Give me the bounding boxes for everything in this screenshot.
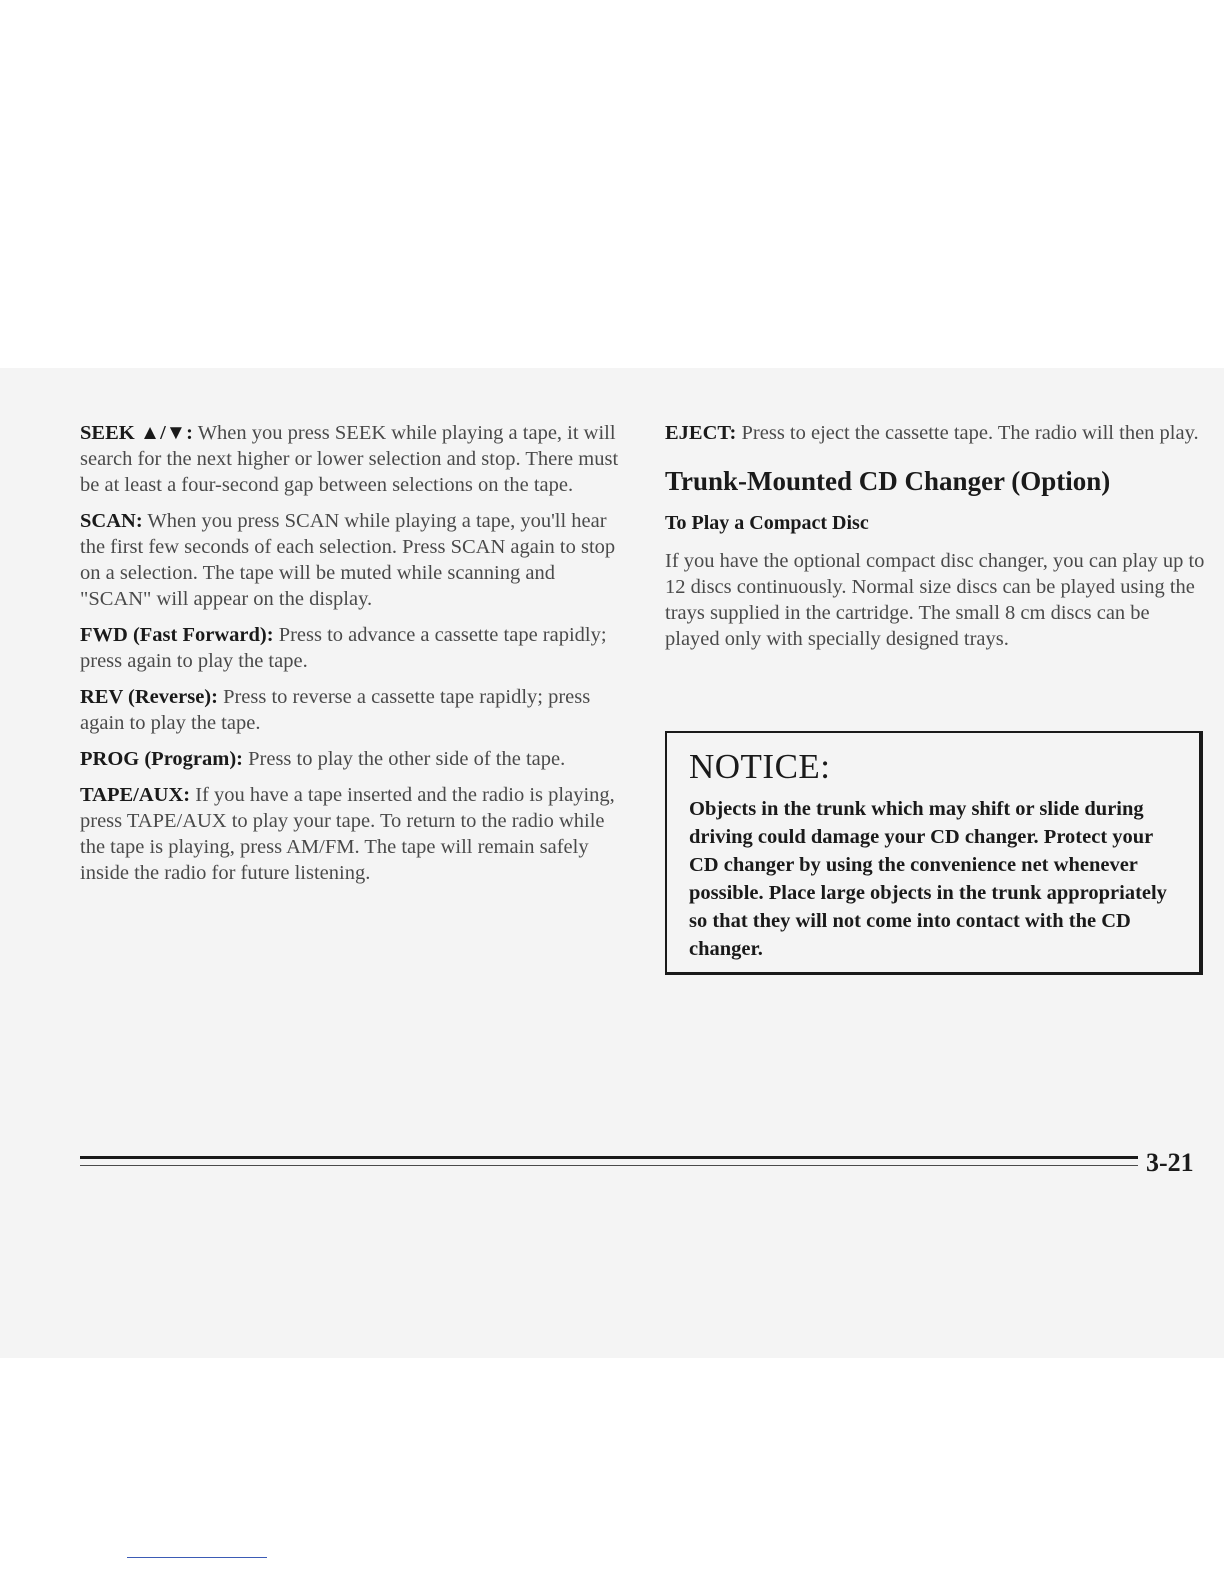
notice-title: NOTICE:: [689, 747, 831, 786]
tape-aux-term: TAPE/AUX:: [80, 784, 191, 806]
prog-term: PROG (Program):: [80, 748, 243, 770]
scan-description: [80, 508, 628, 612]
left-column: [80, 420, 628, 896]
fwd-text: Press to advance a cassette tape rapidly; press again to play the tape.: [80, 624, 607, 672]
bottom-underline-divider: [127, 1557, 267, 1558]
scan-term: SCAN:: [80, 510, 143, 532]
rev-description: [80, 684, 628, 736]
prog-description: [80, 746, 628, 772]
scan-text: When you press SCAN while playing a tape, you'll hear the first few seconds of each selection. Press SCAN again to stop on a selection. The tape will be muted while scanning and "SCAN" will appear on the display.: [80, 510, 616, 610]
fwd-term: FWD (Fast Forward):: [80, 624, 274, 646]
rev-term: REV (Reverse):: [80, 686, 218, 708]
seek-text: When you press SEEK while playing a tape, it will search for the next higher or lower selection and stop. There must be at least a four-second gap between selections on the tape.: [80, 422, 619, 496]
eject-text: Press to eject the cassette tape. The radio will then play.: [741, 422, 1199, 444]
footer-rule: [80, 1156, 1138, 1159]
page-number: 3-21: [1146, 1148, 1194, 1177]
seek-term: SEEK ▲/▼:: [80, 422, 193, 444]
prog-text: Press to play the other side of the tape.: [248, 748, 566, 770]
footer-rule-thin: [80, 1165, 1138, 1166]
notice-body: Objects in the trunk which may shift or slide during driving could damage your CD changer. Protect your CD changer by using the convenience net whenever possible. Place large objects in the trunk appropriately so that they will not come into contact with the CD changer.: [689, 798, 1167, 960]
seek-description: [80, 420, 628, 498]
notice-box: [665, 731, 1203, 975]
rev-text: Press to reverse a cassette tape rapidly; press again to play the tape.: [80, 686, 591, 734]
cd-changer-body: If you have the optional compact disc changer, you can play up to 12 discs continuously. Normal size discs can be played using the trays supplied in the cartridge. The small 8 cm discs can be played only with specially designed trays.: [665, 550, 1205, 650]
cd-changer-heading: Trunk-Mounted CD Changer (Option): [665, 466, 1111, 496]
tape-aux-description: [80, 782, 628, 886]
eject-description: [665, 420, 1205, 446]
eject-term: EJECT:: [665, 422, 737, 444]
right-column: [665, 420, 1205, 662]
play-compact-disc-subheading: To Play a Compact Disc: [665, 512, 869, 534]
tape-aux-text: If you have a tape inserted and the radio is playing, press TAPE/AUX to play your tape. To return to the radio while the tape is playing, press AM/FM. The tape will remain safely inside the radio for future listening.: [80, 784, 615, 884]
fwd-description: [80, 622, 628, 674]
